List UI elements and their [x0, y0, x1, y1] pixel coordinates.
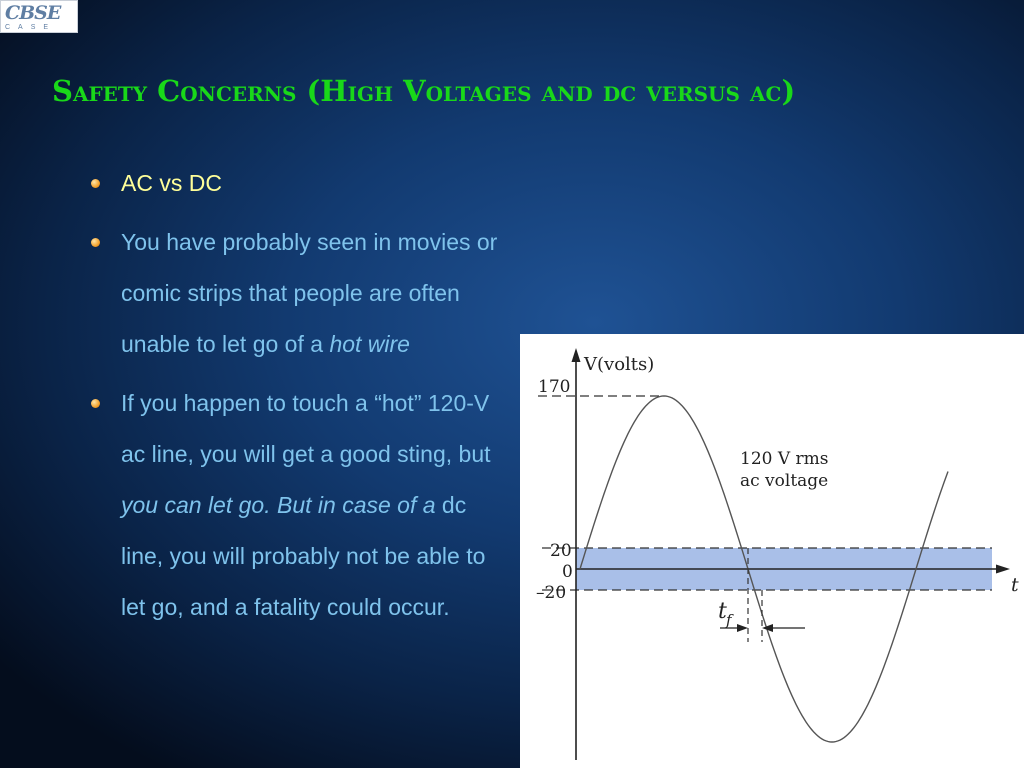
voltage-figure: [520, 334, 1024, 768]
bullet-list: [90, 158, 510, 641]
bullet-text: You have probably seen in movies or comic strips that people are often unable to let go of a: [121, 229, 498, 357]
tf-arrow-left-icon: [737, 624, 748, 632]
annotation-line-1: 120 V rms: [740, 449, 829, 469]
y-axis-label: V(volts): [584, 354, 655, 375]
logo-main-text: CBSE: [5, 2, 61, 24]
y-axis-arrow-icon: [572, 348, 581, 362]
tick-label-0: 0: [562, 562, 573, 582]
bullet-text: If you happen to touch a “hot” 120-V ac line, you will get a good sting, but: [121, 390, 491, 467]
voltage-graph-svg: [520, 334, 1024, 768]
tick-label-neg20: –20: [536, 583, 567, 603]
logo: [0, 0, 78, 33]
tick-label-20: 20: [550, 541, 572, 561]
bullet-emphasis: you can let go. But in case of a: [121, 492, 436, 518]
bullet-touch-line: [90, 378, 510, 633]
tf-label-main: t: [718, 599, 727, 624]
x-axis-label: t: [1011, 574, 1019, 596]
bullet-ac-vs-dc: [90, 158, 510, 209]
logo-sub-text: CASE: [5, 24, 57, 31]
bullet-dot-icon: [91, 399, 100, 408]
bullet-emphasis: hot wire: [329, 331, 410, 357]
bullet-text: dc line, you will probably not be able to let go, and a fatality could occur.: [121, 492, 486, 620]
bullet-dot-icon: [91, 179, 100, 188]
tick-label-170: 170: [538, 377, 571, 397]
bullet-hot-wire: [90, 217, 510, 370]
x-axis-arrow-icon: [996, 565, 1010, 574]
slide-title: Safety Concerns (High Voltages and dc versus ac): [52, 74, 796, 108]
bullet-dot-icon: [91, 238, 100, 247]
bullet-text: AC vs DC: [121, 170, 222, 196]
annotation-line-2: ac voltage: [740, 471, 829, 491]
tf-label-sub: f: [726, 611, 732, 629]
